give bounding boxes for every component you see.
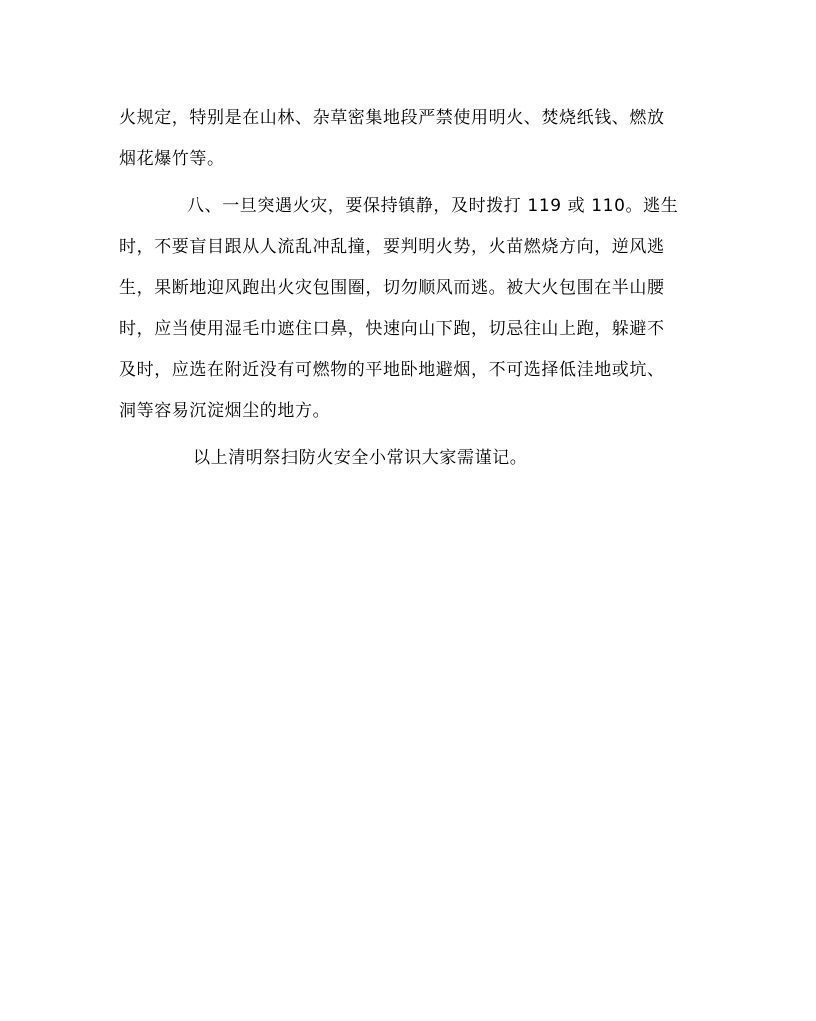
text-line: 以上清明祭扫防火安全小常识大家需谨记。 bbox=[193, 448, 528, 468]
text-line: 八、一旦突遇火灾，要保持镇静，及时拨打 119 或 110。逃生 bbox=[187, 196, 679, 216]
paragraph-closing bbox=[119, 438, 697, 479]
text-line: 时，应当使用湿毛巾遮住口鼻，快速向山下跑，切忌往山上跑，躲避不 bbox=[119, 319, 665, 339]
paragraph-eight-emergency bbox=[119, 186, 697, 432]
text-line: 洞等容易沉淀烟尘的地方。 bbox=[119, 401, 331, 421]
text-line: 及时，应选在附近没有可燃物的平地卧地避烟，不可选择低洼地或坑、 bbox=[119, 360, 665, 380]
document-body bbox=[119, 98, 697, 479]
paragraph-fire-rules-continued bbox=[119, 98, 697, 180]
text-line: 时，不要盲目跟从人流乱冲乱撞，要判明火势，火苗燃烧方向，逆风逃 bbox=[119, 237, 665, 257]
text-line: 烟花爆竹等。 bbox=[119, 149, 225, 169]
text-line: 火规定，特别是在山林、杂草密集地段严禁使用明火、焚烧纸钱、燃放 bbox=[119, 108, 665, 128]
text-line: 生，果断地迎风跑出火灾包围圈，切勿顺风而逃。被大火包围在半山腰 bbox=[119, 278, 665, 298]
